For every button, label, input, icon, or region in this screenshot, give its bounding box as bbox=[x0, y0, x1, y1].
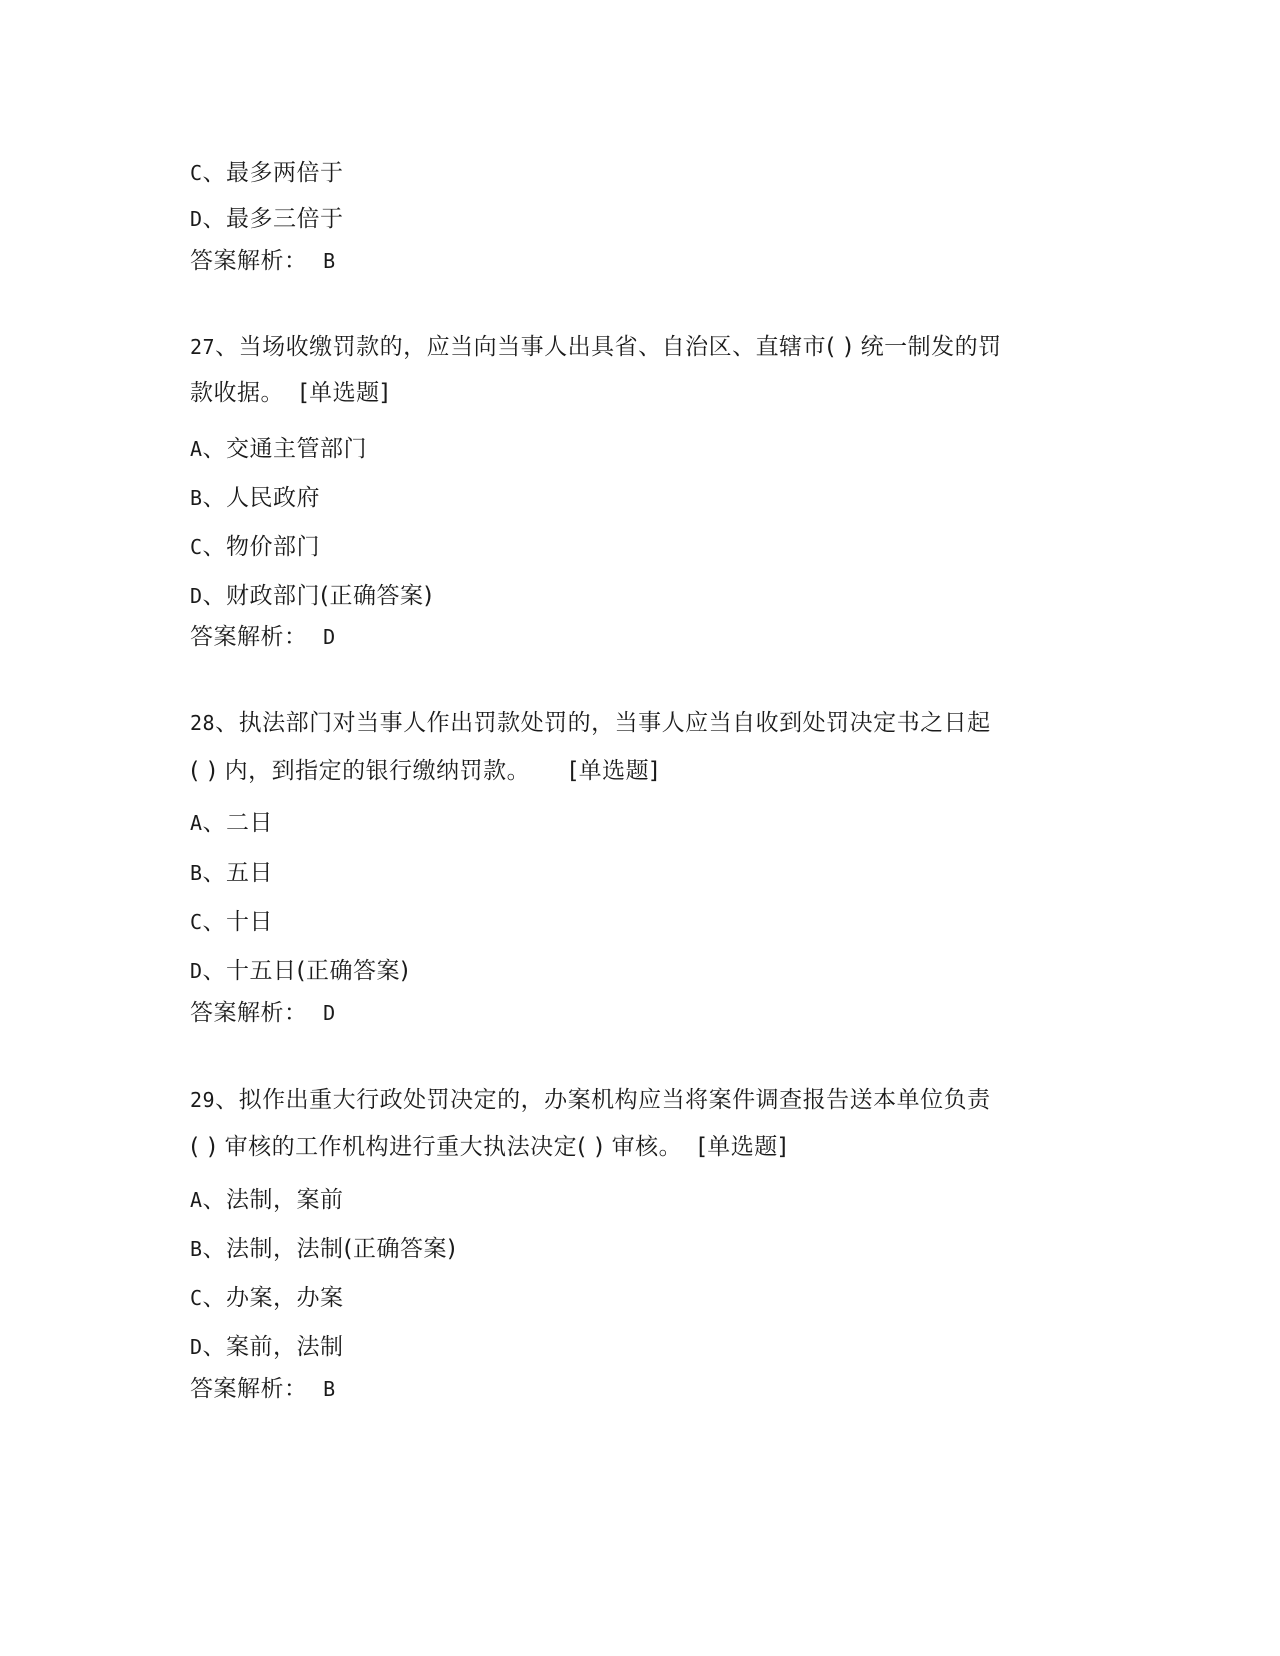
question-stem: 当场收缴罚款的，应当向当事人出具省、自治区、直辖市( ) 统一制发的罚 bbox=[238, 334, 1002, 360]
option-d bbox=[190, 1332, 344, 1362]
option-d bbox=[190, 581, 433, 611]
option-letter: D bbox=[190, 959, 203, 983]
question-type: [单选题] bbox=[697, 1134, 788, 1160]
option-sep: 、 bbox=[202, 909, 227, 935]
answer-label: 答案解析： bbox=[190, 1376, 308, 1402]
option-sep: 、 bbox=[202, 860, 227, 886]
option-text: 交通主管部门 bbox=[226, 436, 368, 462]
option-text: 二日 bbox=[226, 810, 274, 836]
option-text: 案前，法制 bbox=[226, 1334, 344, 1360]
option-c bbox=[190, 532, 320, 562]
option-letter: B bbox=[190, 1237, 203, 1261]
question-stem-line2 bbox=[190, 1132, 787, 1162]
question-stem-line1 bbox=[190, 708, 991, 738]
question-stem: 拟作出重大行政处罚决定的，办案机构应当将案件调查报告送本单位负责 bbox=[238, 1087, 991, 1113]
question-number: 27 bbox=[190, 335, 216, 359]
option-letter: A bbox=[190, 437, 203, 461]
answer-line bbox=[190, 998, 336, 1028]
option-text: 最多三倍于 bbox=[226, 206, 344, 232]
answer-label: 答案解析： bbox=[190, 1000, 308, 1026]
option-text: 最多两倍于 bbox=[226, 160, 344, 186]
question-stem-line1 bbox=[190, 1085, 991, 1115]
answer-line bbox=[190, 622, 336, 652]
question-stem-line1 bbox=[190, 332, 1002, 362]
question-number: 29 bbox=[190, 1088, 216, 1112]
option-b bbox=[190, 858, 273, 888]
option-letter: B bbox=[190, 861, 203, 885]
option-b bbox=[190, 1234, 457, 1264]
answer-label: 答案解析： bbox=[190, 248, 308, 274]
option-d bbox=[190, 956, 410, 986]
question-number: 28 bbox=[190, 711, 216, 735]
option-c bbox=[190, 1283, 344, 1313]
answer-line bbox=[190, 246, 336, 276]
option-letter: D bbox=[190, 584, 203, 608]
option-text: 法制，案前 bbox=[226, 1187, 344, 1213]
answer-value: B bbox=[323, 1377, 336, 1401]
option-letter: A bbox=[190, 811, 203, 835]
option-letter: A bbox=[190, 1188, 203, 1212]
option-sep: 、 bbox=[202, 1187, 227, 1213]
option-text: 人民政府 bbox=[226, 485, 321, 511]
question-sep: 、 bbox=[215, 710, 239, 736]
option-d bbox=[190, 204, 344, 234]
option-b bbox=[190, 483, 320, 513]
answer-line bbox=[190, 1374, 336, 1404]
question-stem-line2 bbox=[190, 378, 389, 408]
option-a bbox=[190, 808, 273, 838]
option-letter: C bbox=[190, 1286, 203, 1310]
answer-label: 答案解析： bbox=[190, 624, 308, 650]
option-sep: 、 bbox=[202, 485, 227, 511]
option-sep: 、 bbox=[202, 436, 227, 462]
option-sep: 、 bbox=[202, 1285, 227, 1311]
option-sep: 、 bbox=[202, 160, 227, 186]
option-text: 十五日(正确答案) bbox=[226, 958, 410, 984]
option-text: 办案，办案 bbox=[226, 1285, 344, 1311]
option-text: 法制，法制(正确答案) bbox=[226, 1236, 457, 1262]
option-letter: C bbox=[190, 161, 203, 185]
option-a bbox=[190, 1185, 344, 1215]
option-text: 物价部门 bbox=[226, 534, 321, 560]
question-stem-line2 bbox=[190, 756, 659, 786]
answer-value: D bbox=[323, 625, 336, 649]
option-letter: B bbox=[190, 486, 203, 510]
option-letter: D bbox=[190, 207, 203, 231]
option-c bbox=[190, 158, 344, 188]
answer-value: B bbox=[323, 249, 336, 273]
option-sep: 、 bbox=[202, 534, 227, 560]
question-sep: 、 bbox=[215, 1087, 239, 1113]
option-sep: 、 bbox=[202, 1334, 227, 1360]
option-sep: 、 bbox=[202, 583, 227, 609]
question-sep: 、 bbox=[215, 334, 239, 360]
option-letter: C bbox=[190, 535, 203, 559]
option-a bbox=[190, 434, 367, 464]
option-text: 十日 bbox=[226, 909, 274, 935]
option-sep: 、 bbox=[202, 206, 227, 232]
question-stem: 款收据。 bbox=[190, 380, 284, 406]
option-text: 五日 bbox=[226, 860, 274, 886]
option-text: 财政部门(正确答案) bbox=[226, 583, 433, 609]
option-c bbox=[190, 907, 273, 937]
answer-value: D bbox=[323, 1001, 336, 1025]
question-type: [单选题] bbox=[299, 380, 390, 406]
option-sep: 、 bbox=[202, 810, 227, 836]
question-type: [单选题] bbox=[569, 758, 659, 784]
question-stem: 执法部门对当事人作出罚款处罚的，当事人应当自收到处罚决定书之日起 bbox=[238, 710, 991, 736]
question-stem: ( ) 内，到指定的银行缴纳罚款。 bbox=[190, 758, 531, 784]
option-sep: 、 bbox=[202, 1236, 227, 1262]
option-letter: D bbox=[190, 1335, 203, 1359]
option-sep: 、 bbox=[202, 958, 227, 984]
question-stem: ( ) 审核的工作机构进行重大执法决定( ) 审核。 bbox=[190, 1134, 683, 1160]
option-letter: C bbox=[190, 910, 203, 934]
